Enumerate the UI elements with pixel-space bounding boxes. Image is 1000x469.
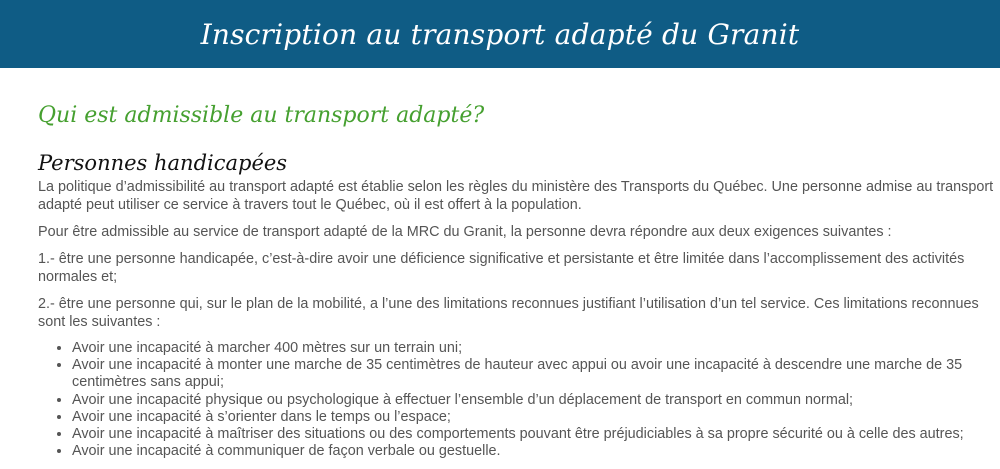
limitations-list: [38, 340, 998, 460]
list-item: • Avoir une incapacité à maîtriser des situations ou des comportements pouvant être préjudiciables à sa propre sécurité ou à celle des autres;: [72, 426, 998, 443]
section-heading-disabled-persons: Personnes handicapées: [38, 151, 288, 175]
list-item: • Avoir une incapacité à marcher 400 mètres sur un terrain uni;: [72, 340, 998, 357]
paragraph-requirements-intro: Pour être admissible au service de transport adapté de la MRC du Granit, la personne devra répondre aux deux exigences suivantes :: [38, 224, 892, 240]
list-item: • Avoir une incapacité physique ou psychologique à effectuer l’ensemble d’un déplacement de transport en commun normal;: [72, 392, 998, 409]
list-item: • Avoir une incapacité à monter une marche de 35 centimètres de hauteur avec appui ou avoir une incapacité à descendre une marche de 35 centimètres sans appui;: [72, 357, 998, 391]
page-header-banner: [0, 0, 1000, 68]
main-content: [38, 98, 998, 460]
page-title: Inscription au transport adapté du Granit: [200, 17, 800, 51]
list-item: • Avoir une incapacité à communiquer de façon verbale ou gestuelle.: [72, 443, 998, 460]
list-item: • Avoir une incapacité à s’orienter dans le temps ou l’espace;: [72, 409, 998, 426]
paragraph-policy: La politique d’admissibilité au transport adapté est établie selon les règles du ministère des Transports du Québec. Une personne admise au transport adapté peut utiliser ce service à travers tout le Québec, où il est offert à la population.: [38, 179, 994, 213]
eligibility-question-heading: Qui est admissible au transport adapté?: [38, 103, 485, 128]
paragraph-requirement-1: 1.- être une personne handicapée, c’est-à-dire avoir une déficience significative et persistante et être limitée dans l’accomplissement des activités normales et;: [38, 251, 965, 285]
paragraph-requirement-2: 2.- être une personne qui, sur le plan de la mobilité, a l’une des limitations reconnues justifiant l’utilisation d’un tel service. Ces limitations reconnues sont les suivantes :: [38, 296, 979, 330]
